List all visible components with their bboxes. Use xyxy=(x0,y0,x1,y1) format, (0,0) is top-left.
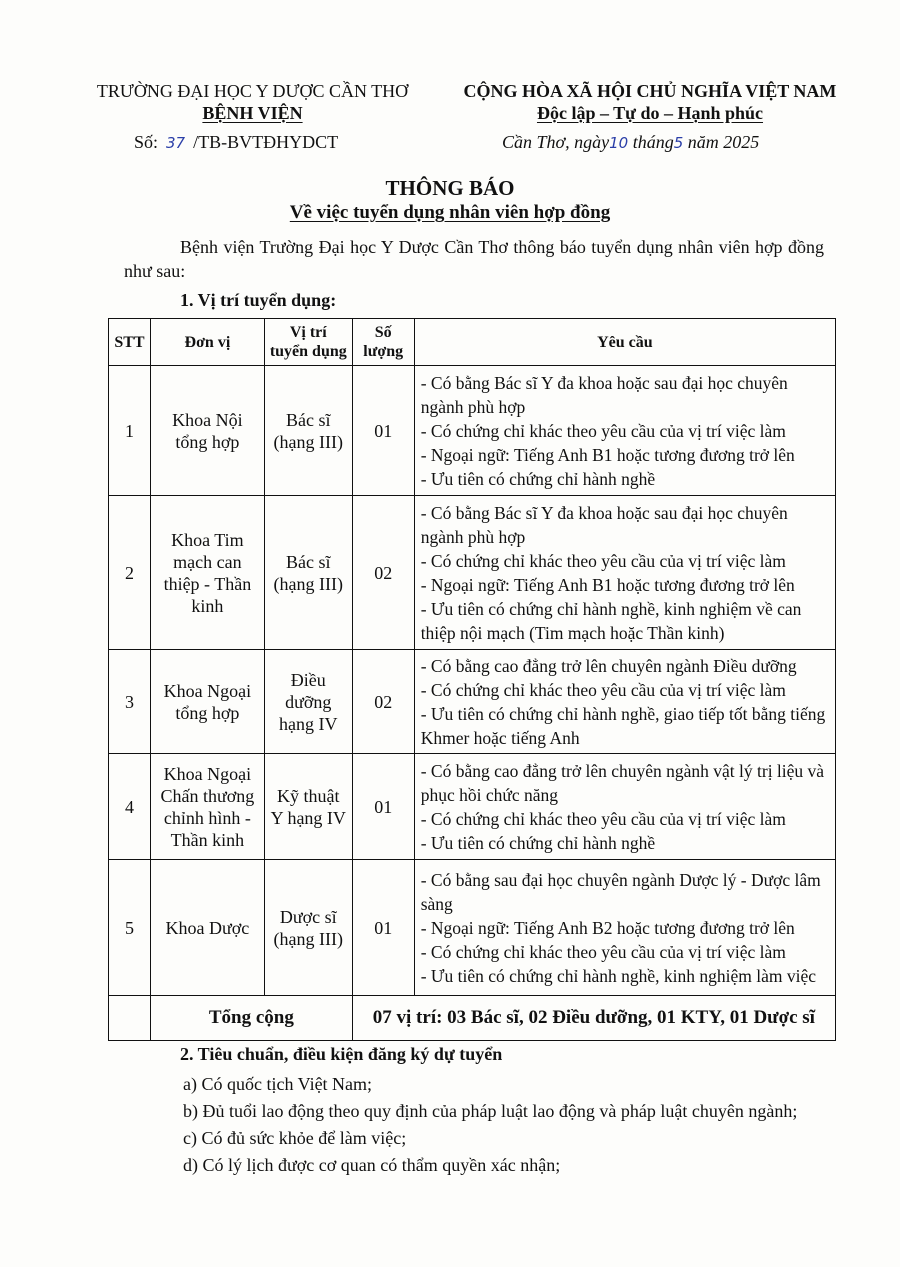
list-item: d) Có lý lịch được cơ quan có thẩm quyền xác nhận; xyxy=(183,1155,561,1175)
total-value: 07 vị trí: 03 Bác sĩ, 02 Điều dưỡng, 01 KTY, 01 Dược sĩ xyxy=(352,996,835,1041)
document-title: THÔNG BÁO xyxy=(385,176,515,200)
national-title: CỘNG HÒA XÃ HỘI CHỦ NGHĨA VIỆT NAM xyxy=(463,81,837,101)
document-subtitle: Về việc tuyển dụng nhân viên hợp đồng xyxy=(289,202,611,223)
issuer-block xyxy=(80,80,425,124)
header-quantity: Số lượng xyxy=(352,319,414,366)
cell-unit: Khoa Nội tổng hợp xyxy=(150,366,264,496)
header-requirements: Yêu cầu xyxy=(414,319,835,366)
intro-paragraph: Bệnh viện Trường Đại học Y Dược Cần Thơ thông báo tuyển dụng nhân viên hợp đồng như sau: xyxy=(124,237,824,281)
national-motto-block xyxy=(430,80,870,124)
issuer-hospital: BỆNH VIỆN xyxy=(202,103,303,123)
cell-unit: Khoa Ngoại Chấn thương chỉnh hình - Thần kinh xyxy=(150,754,264,860)
table-row xyxy=(109,754,836,860)
conditions-list xyxy=(183,1071,797,1179)
table-row xyxy=(109,650,836,754)
document-number: Số: 37 /TB-BVTĐHYDCT xyxy=(134,132,339,152)
document-date: Cần Thơ, ngày10 tháng5 năm 2025 xyxy=(502,132,760,152)
total-label: Tổng cộng xyxy=(150,996,352,1041)
cell-requirements: - Có bằng Bác sĩ Y đa khoa hoặc sau đại học chuyên ngành phù hợp - Có chứng chỉ khác theo yêu cầu của vị trí việc làm - Ngoại ngữ: Tiếng Anh B1 hoặc tương đương trở lên - Ưu tiên có chứng chỉ hành nghề xyxy=(414,366,835,496)
cell-unit: Khoa Tim mạch can thiệp - Thần kinh xyxy=(150,496,264,650)
cell-requirements: - Có bằng cao đẳng trở lên chuyên ngành Điều dưỡng - Có chứng chỉ khác theo yêu cầu của vị trí việc làm - Ưu tiên có chứng chỉ hành nghề, giao tiếp tốt bằng tiếng Khmer hoặc tiếng Anh xyxy=(414,650,835,754)
cell-position: Kỹ thuật Y hạng IV xyxy=(264,754,352,860)
handwritten-day: 10 xyxy=(609,134,629,152)
cell-stt: 4 xyxy=(109,754,151,860)
list-item: c) Có đủ sức khỏe để làm việc; xyxy=(183,1128,407,1148)
table-total-row xyxy=(109,996,836,1041)
cell-quantity: 01 xyxy=(352,754,414,860)
section-2-heading: 2. Tiêu chuẩn, điều kiện đăng ký dự tuyển xyxy=(180,1044,503,1064)
cell-requirements: - Có bằng Bác sĩ Y đa khoa hoặc sau đại học chuyên ngành phù hợp - Có chứng chỉ khác theo yêu cầu của vị trí việc làm - Ngoại ngữ: Tiếng Anh B1 hoặc tương đương trở lên - Ưu tiên có chứng chỉ hành nghề, kinh nghiệm về can thiệp nội mạch (Tim mạch hoặc Thần kinh) xyxy=(414,496,835,650)
cell-quantity: 02 xyxy=(352,496,414,650)
handwritten-number: 37 xyxy=(166,134,186,152)
cell-quantity: 01 xyxy=(352,366,414,496)
header-unit: Đơn vị xyxy=(150,319,264,366)
cell-position: Dược sĩ (hạng III) xyxy=(264,860,352,996)
cell-quantity: 01 xyxy=(352,860,414,996)
table-row xyxy=(109,860,836,996)
cell-unit: Khoa Dược xyxy=(150,860,264,996)
table-row xyxy=(109,366,836,496)
issuer-university: TRƯỜNG ĐẠI HỌC Y DƯỢC CẦN THƠ xyxy=(96,81,409,101)
recruitment-table xyxy=(108,318,836,1041)
cell-unit: Khoa Ngoại tổng hợp xyxy=(150,650,264,754)
cell-position: Bác sĩ (hạng III) xyxy=(264,366,352,496)
cell-stt: 3 xyxy=(109,650,151,754)
header-stt: STT xyxy=(109,319,151,366)
cell-stt: 5 xyxy=(109,860,151,996)
national-motto: Độc lập – Tự do – Hạnh phúc xyxy=(536,103,764,123)
table-row xyxy=(109,496,836,650)
table-header-row xyxy=(109,319,836,366)
list-item: b) Đủ tuổi lao động theo quy định của pháp luật lao động và pháp luật chuyên ngành; xyxy=(183,1101,798,1121)
handwritten-month: 5 xyxy=(673,134,684,152)
header-position: Vị trí tuyển dụng xyxy=(264,319,352,366)
list-item: a) Có quốc tịch Việt Nam; xyxy=(183,1074,373,1094)
cell-requirements: - Có bằng sau đại học chuyên ngành Dược lý - Dược lâm sàng - Ngoại ngữ: Tiếng Anh B2 hoặc tương đương trở lên - Có chứng chỉ khác theo yêu cầu của vị trí việc làm - Ưu tiên có chứng chỉ hành nghề, kinh nghiệm làm việc xyxy=(414,860,835,996)
section-1-heading: 1. Vị trí tuyển dụng: xyxy=(180,290,337,310)
cell-empty xyxy=(109,996,151,1041)
cell-stt: 2 xyxy=(109,496,151,650)
cell-quantity: 02 xyxy=(352,650,414,754)
cell-position: Bác sĩ (hạng III) xyxy=(264,496,352,650)
cell-requirements: - Có bằng cao đẳng trở lên chuyên ngành vật lý trị liệu và phục hồi chức năng - Có chứng chỉ khác theo yêu cầu của vị trí việc làm - Ưu tiên có chứng chỉ hành nghề xyxy=(414,754,835,860)
cell-position: Điều dưỡng hạng IV xyxy=(264,650,352,754)
cell-stt: 1 xyxy=(109,366,151,496)
